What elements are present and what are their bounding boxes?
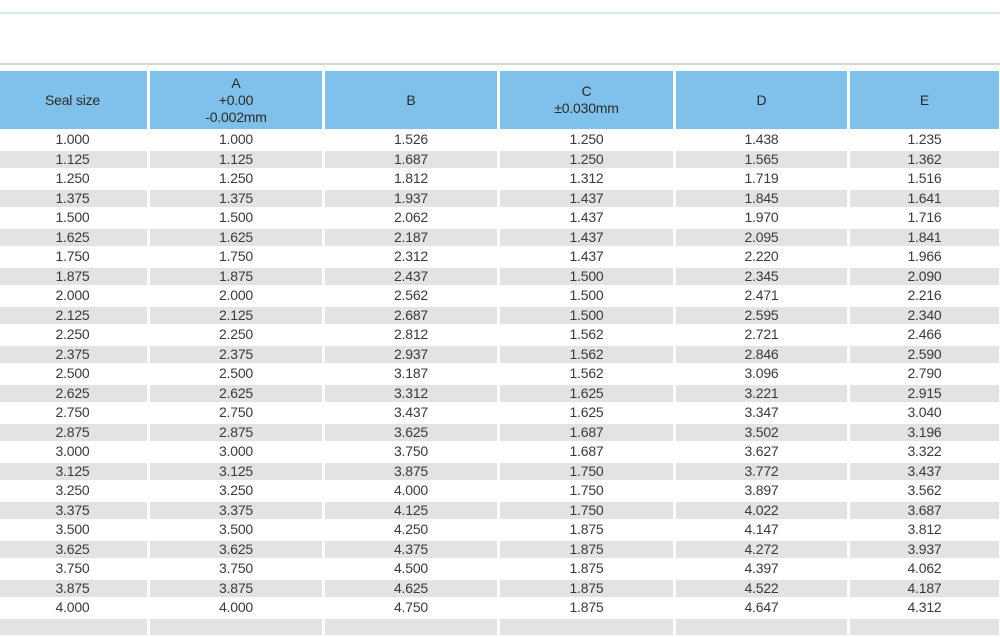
table-cell: 4.187 (850, 580, 999, 598)
header-d: D (676, 71, 847, 129)
header-e: E (850, 71, 999, 129)
table-cell: 3.375 (0, 502, 147, 520)
table-cell: 2.466 (850, 326, 999, 344)
table-cell: 1.687 (500, 443, 673, 461)
table-row (0, 326, 999, 344)
table-cell: 1.716 (850, 209, 999, 227)
table-row (0, 248, 999, 266)
table-cell: 1.812 (325, 170, 497, 188)
table-cell: 4.375 (325, 541, 497, 559)
header-a: A +0.00 -0.002mm (150, 71, 322, 129)
table-cell: 1.875 (150, 268, 322, 286)
table-cell: 3.625 (150, 541, 322, 559)
table-row (0, 463, 999, 481)
table-cell: 3.312 (325, 385, 497, 403)
table-cell: 4.625 (325, 580, 497, 598)
table-cell: 2.125 (0, 307, 147, 325)
table-cell-empty (325, 619, 497, 635)
table-cell: 3.627 (676, 443, 847, 461)
table-cell: 2.595 (676, 307, 847, 325)
table-cell-empty (150, 619, 322, 635)
table-cell: 4.397 (676, 560, 847, 578)
table-cell: 3.687 (850, 502, 999, 520)
table-cell: 4.062 (850, 560, 999, 578)
table-row (0, 307, 999, 325)
table-cell: 1.438 (676, 131, 847, 149)
table-cell: 3.562 (850, 482, 999, 500)
header-b: B (325, 71, 497, 129)
table-cell: 2.437 (325, 268, 497, 286)
table-cell: 2.625 (0, 385, 147, 403)
table-cell: 1.250 (500, 131, 673, 149)
table-body (0, 131, 999, 635)
table-row (0, 541, 999, 559)
table-cell: 3.502 (676, 424, 847, 442)
table-cell: 1.875 (500, 521, 673, 539)
table-cell: 3.750 (325, 443, 497, 461)
table-cell: 1.500 (500, 287, 673, 305)
table-row (0, 560, 999, 578)
table-cell: 1.750 (500, 502, 673, 520)
table-cell: 2.687 (325, 307, 497, 325)
table-cell: 2.875 (0, 424, 147, 442)
table-cell: 2.375 (0, 346, 147, 364)
table-cell: 2.812 (325, 326, 497, 344)
table-cell: 3.812 (850, 521, 999, 539)
table-cell: 3.000 (150, 443, 322, 461)
table-cell: 1.250 (150, 170, 322, 188)
table-cell: 4.750 (325, 599, 497, 617)
table-cell: 1.500 (500, 268, 673, 286)
table-cell-empty (0, 619, 147, 635)
seal-size-table (0, 69, 1000, 637)
table-cell: 1.937 (325, 190, 497, 208)
table-cell: 2.846 (676, 346, 847, 364)
table-cell: 3.875 (150, 580, 322, 598)
table-cell: 1.875 (0, 268, 147, 286)
table-cell: 1.437 (500, 209, 673, 227)
table-cell: 3.096 (676, 365, 847, 383)
table-cell: 2.125 (150, 307, 322, 325)
table-row (0, 268, 999, 286)
table-cell: 3.750 (150, 560, 322, 578)
table-cell: 3.437 (325, 404, 497, 422)
table-cell: 2.250 (150, 326, 322, 344)
table-cell: 2.562 (325, 287, 497, 305)
table-cell: 2.750 (0, 404, 147, 422)
table-cell: 2.790 (850, 365, 999, 383)
table-cell: 4.500 (325, 560, 497, 578)
table-cell: 2.721 (676, 326, 847, 344)
table-row (0, 385, 999, 403)
table-cell: 2.937 (325, 346, 497, 364)
table-cell: 2.345 (676, 268, 847, 286)
table-row (0, 131, 999, 149)
table-cell: 1.500 (500, 307, 673, 325)
table-cell: 1.562 (500, 346, 673, 364)
table-cell: 3.500 (150, 521, 322, 539)
table-cell: 1.500 (0, 209, 147, 227)
table-cell: 2.915 (850, 385, 999, 403)
table-cell: 4.250 (325, 521, 497, 539)
table-cell: 1.750 (500, 482, 673, 500)
table-cell: 1.000 (0, 131, 147, 149)
table-cell: 1.875 (500, 541, 673, 559)
table-row (0, 404, 999, 422)
table-cell: 1.687 (500, 424, 673, 442)
table-cell: 4.125 (325, 502, 497, 520)
table-cell: 3.187 (325, 365, 497, 383)
table-cell: 3.625 (0, 541, 147, 559)
table-cell: 1.625 (500, 385, 673, 403)
table-cell: 2.590 (850, 346, 999, 364)
table-cell: 1.625 (150, 229, 322, 247)
table-cell: 3.772 (676, 463, 847, 481)
table-row (0, 580, 999, 598)
header-c: C ±0.030mm (500, 71, 673, 129)
top-divider (0, 12, 1000, 14)
table-cell: 1.875 (500, 599, 673, 617)
table-cell: 2.187 (325, 229, 497, 247)
table-row (0, 599, 999, 617)
table-cell: 3.750 (0, 560, 147, 578)
table-cell: 3.040 (850, 404, 999, 422)
table-cell: 2.875 (150, 424, 322, 442)
table-cell: 1.125 (0, 151, 147, 169)
table-row (0, 209, 999, 227)
table-cell: 1.845 (676, 190, 847, 208)
table-cell: 1.687 (325, 151, 497, 169)
table-cell: 1.625 (500, 404, 673, 422)
table-cell: 2.625 (150, 385, 322, 403)
table-row (0, 521, 999, 539)
table-cell: 2.750 (150, 404, 322, 422)
table-cell: 4.272 (676, 541, 847, 559)
table-cell: 3.347 (676, 404, 847, 422)
table-cell: 2.250 (0, 326, 147, 344)
table-row-partial (0, 619, 999, 635)
table-cell: 4.147 (676, 521, 847, 539)
table-cell: 3.437 (850, 463, 999, 481)
table-cell: 2.500 (150, 365, 322, 383)
table-cell: 1.375 (0, 190, 147, 208)
table-cell: 1.750 (500, 463, 673, 481)
table-cell: 1.516 (850, 170, 999, 188)
table-cell: 3.937 (850, 541, 999, 559)
table-cell: 2.375 (150, 346, 322, 364)
table-cell: 3.500 (0, 521, 147, 539)
table-row (0, 190, 999, 208)
table-row (0, 151, 999, 169)
table-cell: 1.562 (500, 326, 673, 344)
table-row (0, 170, 999, 188)
table-cell: 4.522 (676, 580, 847, 598)
table-cell: 2.500 (0, 365, 147, 383)
table-cell: 1.641 (850, 190, 999, 208)
table-cell: 3.375 (150, 502, 322, 520)
table-cell: 4.000 (0, 599, 147, 617)
table-cell: 1.970 (676, 209, 847, 227)
table-cell: 2.090 (850, 268, 999, 286)
table-cell: 4.312 (850, 599, 999, 617)
table-cell: 2.216 (850, 287, 999, 305)
table-cell: 1.000 (150, 131, 322, 149)
table-row (0, 365, 999, 383)
table-cell: 1.526 (325, 131, 497, 149)
table-cell: 1.312 (500, 170, 673, 188)
table-cell: 1.875 (500, 580, 673, 598)
table-cell: 4.022 (676, 502, 847, 520)
table-cell: 1.750 (150, 248, 322, 266)
table-cell: 3.221 (676, 385, 847, 403)
table-cell: 1.437 (500, 190, 673, 208)
table-cell: 2.095 (676, 229, 847, 247)
table-row (0, 287, 999, 305)
table-cell-empty (500, 619, 673, 635)
table-cell: 1.875 (500, 560, 673, 578)
table-row (0, 482, 999, 500)
table-cell: 3.322 (850, 443, 999, 461)
table-cell: 1.125 (150, 151, 322, 169)
table-cell: 3.250 (150, 482, 322, 500)
table-cell-empty (676, 619, 847, 635)
table-cell: 3.196 (850, 424, 999, 442)
table-cell-empty (850, 619, 999, 635)
table-cell: 1.562 (500, 365, 673, 383)
seal-size-table-container (0, 69, 1000, 637)
table-cell: 1.375 (150, 190, 322, 208)
header-seal-size: Seal size (0, 71, 147, 129)
table-cell: 2.340 (850, 307, 999, 325)
table-cell: 3.125 (150, 463, 322, 481)
table-cell: 1.719 (676, 170, 847, 188)
table-cell: 4.000 (325, 482, 497, 500)
table-cell: 4.647 (676, 599, 847, 617)
table-row (0, 443, 999, 461)
table-cell: 3.125 (0, 463, 147, 481)
table-cell: 1.841 (850, 229, 999, 247)
table-cell: 3.875 (0, 580, 147, 598)
table-cell: 2.220 (676, 248, 847, 266)
table-cell: 2.000 (0, 287, 147, 305)
table-cell: 3.875 (325, 463, 497, 481)
table-cell: 4.000 (150, 599, 322, 617)
table-cell: 3.897 (676, 482, 847, 500)
header-divider (0, 63, 1000, 65)
table-row (0, 346, 999, 364)
table-cell: 1.250 (500, 151, 673, 169)
table-cell: 1.250 (0, 170, 147, 188)
table-cell: 1.625 (0, 229, 147, 247)
table-header-row (0, 71, 999, 129)
table-cell: 1.362 (850, 151, 999, 169)
table-cell: 2.000 (150, 287, 322, 305)
table-cell: 1.966 (850, 248, 999, 266)
table-cell: 2.312 (325, 248, 497, 266)
table-cell: 1.565 (676, 151, 847, 169)
table-cell: 3.000 (0, 443, 147, 461)
table-cell: 1.437 (500, 229, 673, 247)
table-cell: 2.471 (676, 287, 847, 305)
table-row (0, 229, 999, 247)
table-cell: 1.235 (850, 131, 999, 149)
table-cell: 1.500 (150, 209, 322, 227)
table-row (0, 424, 999, 442)
table-row (0, 502, 999, 520)
table-cell: 3.250 (0, 482, 147, 500)
table-cell: 3.625 (325, 424, 497, 442)
table-cell: 2.062 (325, 209, 497, 227)
table-cell: 1.750 (0, 248, 147, 266)
table-cell: 1.437 (500, 248, 673, 266)
